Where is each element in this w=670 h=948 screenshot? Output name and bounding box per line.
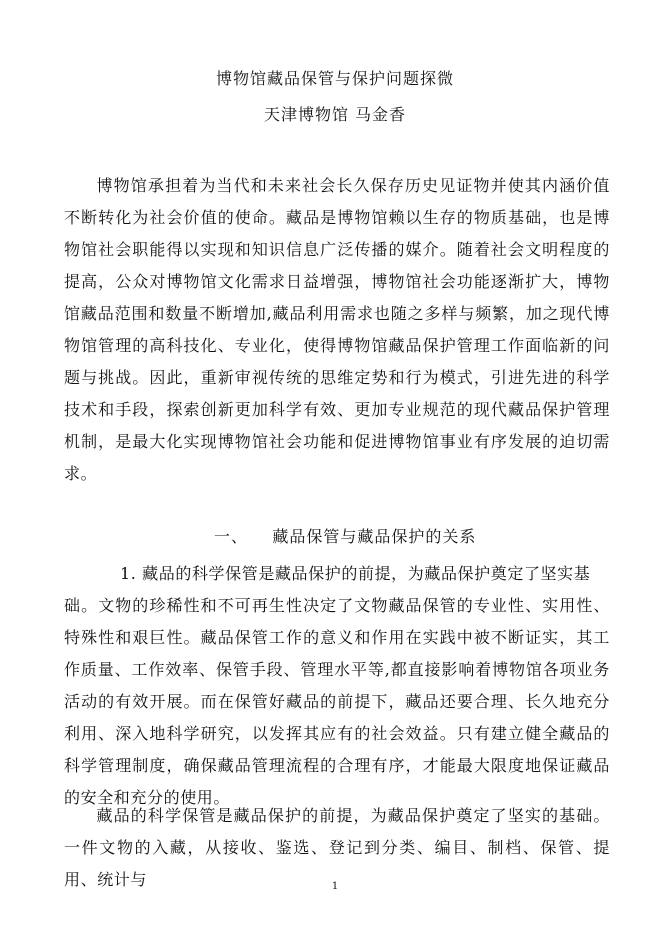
section-paragraph-first-line: 1. 藏品的科学保管是藏品保护的前提，为藏品保护奠定了坚实基 (120, 564, 591, 583)
closing-paragraph-text: 藏品的科学保管是藏品保护的前提，为藏品保护奠定了坚实的基础。一件文物的入藏，从接收、鉴选、登记到分类、编目、制档、保管、提用、统计与 (64, 806, 610, 889)
page-number: 1 (331, 881, 339, 892)
section-heading: 一、 藏品保管与藏品保护的关系 (214, 527, 477, 546)
author-line: 天津博物馆 马金香 (263, 105, 407, 124)
document-title: 博物馆藏品保管与保护问题探微 (215, 69, 454, 88)
intro-paragraph-text: 博物馆承担着为当代和未来社会长久保存历史见证物并使其内涵价值不断转化为社会价值的使命。藏品是博物馆赖以生存的物质基础，也是博物馆社会职能得以实现和知识信息广泛传播的媒介。随着社会文明程度的提高，公众对博物馆文化需求日益增强，博物馆社会功能逐渐扩大，博物馆藏品范围和数量不断增加,藏品利用需求也随之多样与频繁，加之现代博物馆管理的高科技化、专业化，使得博物馆藏品保护管理工作面临新的问题与挑战。因此，重新审视传统的思维定势和行为模式，引进先进的科学技术和手段，探索创新更加科学有效、更加专业规范的现代藏品保护管理机制，是最大化实现博物馆社会功能和促进博物馆事业有序发展的迫切需求。 (64, 176, 610, 483)
section-paragraph (64, 558, 610, 814)
section-paragraph-rest: 础。文物的珍稀性和不可再生性决定了文物藏品保管的专业性、实用性、特殊性和艰巨性。藏品保管工作的意义和作用在实践中被不断证实，其工作质量、工作效率、保管手段、管理水平等,都直接影响着博物馆各项业务活动的有效开展。而在保管好藏品的前提下，藏品还要合理、长久地充分利用、深入地科学研究，以发挥其应有的社会效益。只有建立健全藏品的科学管理制度，确保藏品管理流程的合理有序，才能最大限度地保证藏品的安全和充分的使用。 (64, 596, 610, 807)
intro-paragraph (64, 170, 610, 490)
